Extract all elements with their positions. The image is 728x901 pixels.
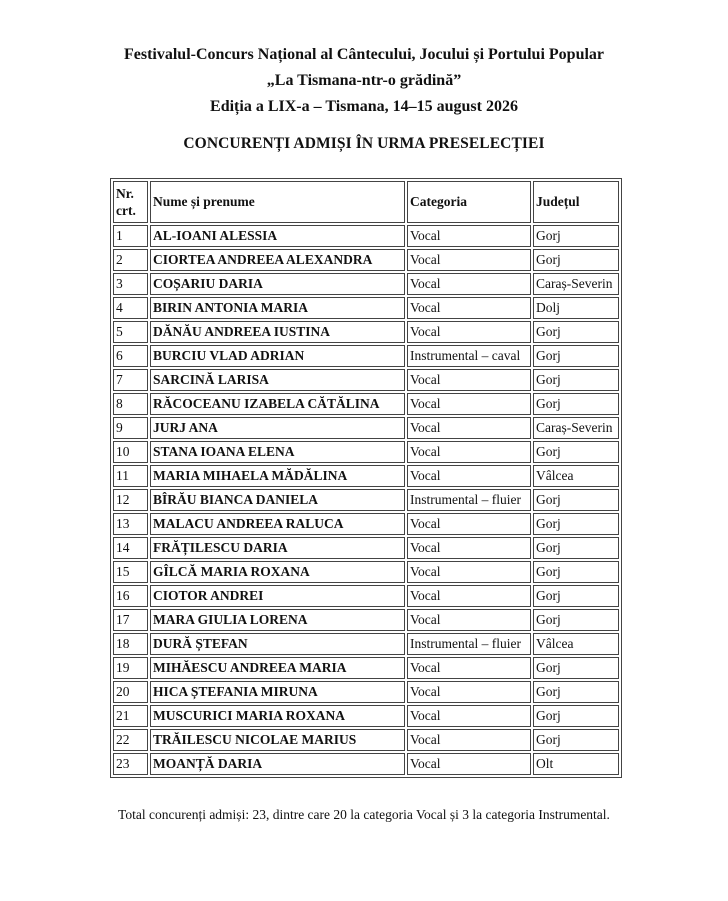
table-row — [113, 465, 619, 487]
table-row — [113, 681, 619, 703]
row-number: 12 — [113, 489, 148, 511]
contestant-name: MOANȚĂ DARIA — [150, 753, 405, 775]
contestant-category: Vocal — [407, 273, 531, 295]
contestant-county: Caraș-Severin — [533, 273, 619, 295]
table-row — [113, 393, 619, 415]
contestant-name: AL-IOANI ALESSIA — [150, 225, 405, 247]
table-row — [113, 297, 619, 319]
header-category: Categoria — [407, 181, 531, 223]
contestant-category: Vocal — [407, 321, 531, 343]
contestant-category: Vocal — [407, 585, 531, 607]
contestant-county: Vâlcea — [533, 465, 619, 487]
contestant-county: Caraș-Severin — [533, 417, 619, 439]
contestant-category: Vocal — [407, 609, 531, 631]
row-number: 14 — [113, 537, 148, 559]
contestant-category: Vocal — [407, 753, 531, 775]
row-number: 8 — [113, 393, 148, 415]
contestant-name: SARCINĂ LARISA — [150, 369, 405, 391]
row-number: 9 — [113, 417, 148, 439]
contestant-county: Gorj — [533, 321, 619, 343]
contestant-county: Gorj — [533, 609, 619, 631]
table-row — [113, 225, 619, 247]
contestant-category: Vocal — [407, 657, 531, 679]
table-row — [113, 345, 619, 367]
contestant-category: Vocal — [407, 705, 531, 727]
header-county: Județul — [533, 181, 619, 223]
contestant-name: MARIA MIHAELA MĂDĂLINA — [150, 465, 405, 487]
contestant-name: HICA ȘTEFANIA MIRUNA — [150, 681, 405, 703]
contestant-county: Gorj — [533, 657, 619, 679]
contestant-county: Gorj — [533, 441, 619, 463]
contestant-name: MARA GIULIA LORENA — [150, 609, 405, 631]
contestant-name: GÎLCĂ MARIA ROXANA — [150, 561, 405, 583]
contestant-category: Vocal — [407, 441, 531, 463]
contestant-name: MIHĂESCU ANDREEA MARIA — [150, 657, 405, 679]
table-row — [113, 561, 619, 583]
section-title: CONCURENȚI ADMIȘI ÎN URMA PRESELECȚIEI — [183, 135, 545, 152]
document-header — [0, 42, 728, 120]
contestant-name: CIORTEA ANDREEA ALEXANDRA — [150, 249, 405, 271]
contestant-name: STANA IOANA ELENA — [150, 441, 405, 463]
table-row — [113, 705, 619, 727]
contestant-county: Gorj — [533, 561, 619, 583]
contestant-name: RĂCOCEANU IZABELA CĂTĂLINA — [150, 393, 405, 415]
row-number: 3 — [113, 273, 148, 295]
table-header-row — [113, 181, 619, 223]
contestant-category: Vocal — [407, 225, 531, 247]
contestant-category: Instrumental – fluier — [407, 633, 531, 655]
row-number: 22 — [113, 729, 148, 751]
table-row — [113, 609, 619, 631]
contestant-category: Vocal — [407, 417, 531, 439]
contestant-category: Vocal — [407, 369, 531, 391]
row-number: 1 — [113, 225, 148, 247]
row-number: 21 — [113, 705, 148, 727]
row-number: 18 — [113, 633, 148, 655]
contestant-county: Gorj — [533, 729, 619, 751]
table-row — [113, 441, 619, 463]
row-number: 23 — [113, 753, 148, 775]
contestant-county: Gorj — [533, 585, 619, 607]
row-number: 20 — [113, 681, 148, 703]
contestant-name: COȘARIU DARIA — [150, 273, 405, 295]
table-row — [113, 321, 619, 343]
contestant-name: BÎRĂU BIANCA DANIELA — [150, 489, 405, 511]
contestants-table — [110, 178, 622, 778]
contestant-county: Gorj — [533, 345, 619, 367]
row-number: 2 — [113, 249, 148, 271]
contestant-name: BURCIU VLAD ADRIAN — [150, 345, 405, 367]
table-row — [113, 489, 619, 511]
contestant-name: TRĂILESCU NICOLAE MARIUS — [150, 729, 405, 751]
table-row — [113, 633, 619, 655]
contestant-county: Olt — [533, 753, 619, 775]
row-number: 19 — [113, 657, 148, 679]
contestant-county: Gorj — [533, 513, 619, 535]
contestant-county: Gorj — [533, 489, 619, 511]
contestant-category: Vocal — [407, 729, 531, 751]
row-number: 13 — [113, 513, 148, 535]
contestant-name: BIRIN ANTONIA MARIA — [150, 297, 405, 319]
contestant-name: MALACU ANDREEA RALUCA — [150, 513, 405, 535]
contestant-county: Vâlcea — [533, 633, 619, 655]
table-row — [113, 753, 619, 775]
table-row — [113, 537, 619, 559]
contestant-category: Vocal — [407, 681, 531, 703]
header-nr: Nr. crt. — [113, 181, 148, 223]
contestant-name: DURĂ ȘTEFAN — [150, 633, 405, 655]
row-number: 16 — [113, 585, 148, 607]
contestant-category: Vocal — [407, 465, 531, 487]
contestant-county: Gorj — [533, 537, 619, 559]
header-name: Nume și prenume — [150, 181, 405, 223]
row-number: 17 — [113, 609, 148, 631]
row-number: 7 — [113, 369, 148, 391]
contestant-name: CIOTOR ANDREI — [150, 585, 405, 607]
festival-title: Festivalul-Concurs Național al Cântecului, Jocului și Portului Popular — [123, 46, 605, 63]
edition-info: Ediția a LIX-a – Tismana, 14–15 august 2026 — [210, 98, 518, 115]
row-number: 11 — [113, 465, 148, 487]
row-number: 15 — [113, 561, 148, 583]
table-row — [113, 657, 619, 679]
contestant-name: MUSCURICI MARIA ROXANA — [150, 705, 405, 727]
contestant-category: Vocal — [407, 513, 531, 535]
row-number: 4 — [113, 297, 148, 319]
contestant-county: Gorj — [533, 681, 619, 703]
row-number: 10 — [113, 441, 148, 463]
contestant-category: Vocal — [407, 249, 531, 271]
contestant-name: JURJ ANA — [150, 417, 405, 439]
table-row — [113, 369, 619, 391]
contestant-county: Gorj — [533, 249, 619, 271]
festival-name: „La Tismana-ntr-o grădină” — [266, 72, 462, 89]
table-row — [113, 513, 619, 535]
contestant-county: Dolj — [533, 297, 619, 319]
table-row — [113, 249, 619, 271]
contestant-name: FRĂȚILESCU DARIA — [150, 537, 405, 559]
table-row — [113, 585, 619, 607]
row-number: 5 — [113, 321, 148, 343]
contestant-county: Gorj — [533, 225, 619, 247]
contestant-name: DĂNĂU ANDREEA IUSTINA — [150, 321, 405, 343]
contestant-category: Vocal — [407, 561, 531, 583]
contestant-category: Vocal — [407, 393, 531, 415]
contestant-category: Instrumental – fluier — [407, 489, 531, 511]
table-row — [113, 417, 619, 439]
total-summary: Total concurenți admiși: 23, dintre care 20 la categoria Vocal și 3 la categoria Instrumental. — [118, 807, 610, 822]
contestant-county: Gorj — [533, 369, 619, 391]
contestant-category: Instrumental – caval — [407, 345, 531, 367]
row-number: 6 — [113, 345, 148, 367]
contestant-county: Gorj — [533, 705, 619, 727]
contestant-category: Vocal — [407, 537, 531, 559]
contestant-category: Vocal — [407, 297, 531, 319]
table-row — [113, 273, 619, 295]
contestant-county: Gorj — [533, 393, 619, 415]
table-row — [113, 729, 619, 751]
